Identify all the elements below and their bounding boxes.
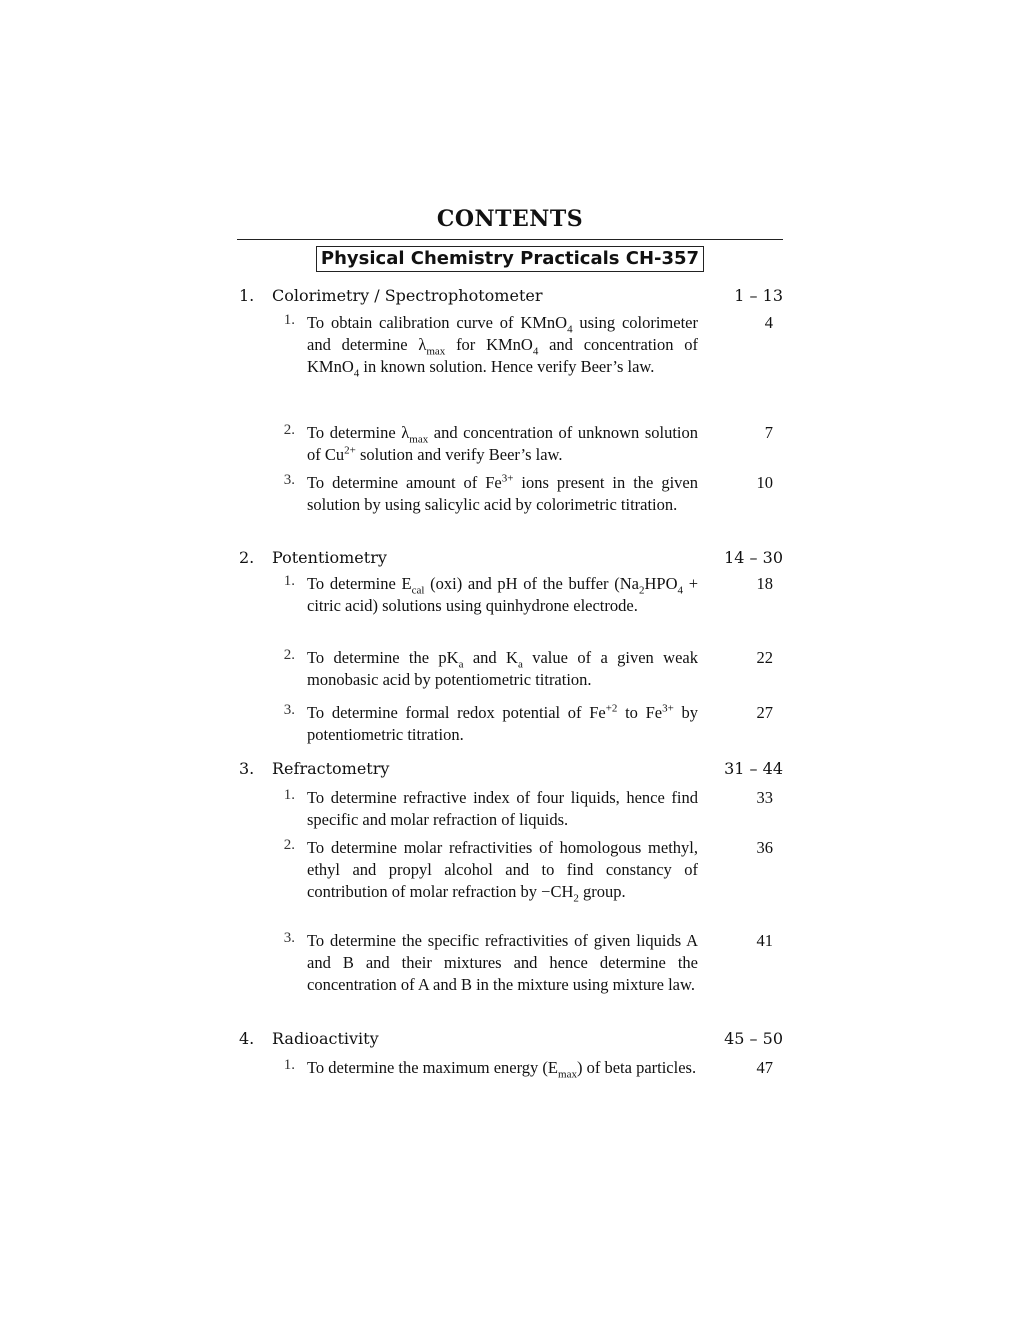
entry-text: To determine the specific refractivities of given liquids A and B and their mixtures and hence determine the concentration of A and B in the mixture using mixture law. (307, 931, 698, 994)
entry-number: 1. (283, 573, 295, 589)
entry-page: 7 (764, 423, 773, 442)
section-page-range: 14 – 30 (724, 548, 783, 567)
entry-text: To obtain calibration curve of KMnO$_4$ using colorimeter and determine $\lambda_{max}$ for KMnO$_4$ and concentration of KMnO$_4$ in known solution. Hence verify Beer’s law. (307, 313, 699, 380)
section-title: Radioactivity (272, 1029, 379, 1048)
entry-number: 2. (283, 837, 295, 853)
contents-entry (237, 312, 783, 378)
entry-page: 4 (764, 313, 773, 332)
entry-page: 22 (756, 648, 773, 667)
entry-page: 27 (756, 703, 773, 722)
section-heading (237, 285, 783, 307)
contents-entry (237, 837, 783, 903)
entry-text: To determine the $pK_a$ and $K_a$ value of a given weak monobasic acid by potentiometric titration. (307, 648, 698, 689)
contents-entry (237, 647, 783, 691)
entry-page: 18 (756, 574, 773, 593)
entry-page: 41 (756, 931, 773, 950)
contents-entry (237, 573, 783, 617)
title-rule (237, 239, 783, 240)
contents-entry (237, 930, 783, 996)
contents-entry (237, 472, 783, 516)
entry-page: 10 (756, 473, 773, 492)
contents-page (237, 205, 783, 1081)
entry-number: 3. (283, 472, 295, 488)
section-number: 2. (239, 548, 255, 567)
page-title: CONTENTS (436, 206, 584, 232)
entry-text: To determine the maximum energy $(E_{max})$ of beta particles. (307, 1058, 697, 1081)
entry-text: To determine amount of $Fe^{3+}$ ions present in the given solution by using salicylic acid by colorimetric titration. (307, 472, 698, 514)
course-subtitle: Physical Chemistry Practicals CH-357 (316, 246, 704, 272)
section-page-range: 1 – 13 (734, 286, 783, 305)
entry-text: To determine refractive index of four liquids, hence find specific and molar refraction of liquids. (307, 788, 698, 829)
entry-text: To determine formal redox potential of $Fe^{+2}$ to $Fe^{3+}$ by potentiometric titration. (307, 702, 698, 744)
section-number: 3. (239, 759, 255, 778)
entry-page: 33 (756, 788, 773, 807)
entry-number: 3. (283, 702, 295, 718)
section-page-range: 45 – 50 (724, 1029, 783, 1048)
entry-text: To determine $\lambda_{max}$ and concentration of unknown solution of $Cu^{2+}$ solution and verify Beer’s law. (307, 423, 698, 464)
section-title: Potentiometry (272, 548, 387, 567)
contents-entry (237, 422, 783, 466)
entry-page: 47 (756, 1058, 773, 1077)
section-title: Refractometry (272, 759, 390, 778)
contents-entry (237, 787, 783, 831)
entry-number: 3. (283, 930, 295, 946)
entry-page: 36 (756, 838, 773, 857)
entry-number: 2. (283, 647, 295, 663)
entry-number: 2. (283, 422, 295, 438)
section-number: 1. (239, 286, 255, 305)
section-heading (237, 547, 783, 569)
section-number: 4. (239, 1029, 255, 1048)
entry-number: 1. (283, 787, 295, 803)
section-heading (237, 1028, 783, 1050)
entry-text: To determine molar refractivities of homologous methyl, ethyl and propyl alcohol and to find constancy of contribution of molar refraction by $-CH_2$ group. (307, 838, 698, 905)
section-title: Colorimetry / Spectrophotometer (272, 286, 543, 305)
contents-entry (237, 1057, 783, 1079)
contents-entry (237, 702, 783, 746)
section-heading (237, 758, 783, 780)
section-page-range: 31 – 44 (724, 759, 783, 778)
entry-number: 1. (283, 1057, 295, 1073)
entry-number: 1. (283, 312, 295, 328)
entry-text: To determine $E_{cal}$ (oxi) and pH of the buffer ($Na_2HPO_4$ + citric acid) solutions using quinhydrone electrode. (307, 574, 698, 615)
